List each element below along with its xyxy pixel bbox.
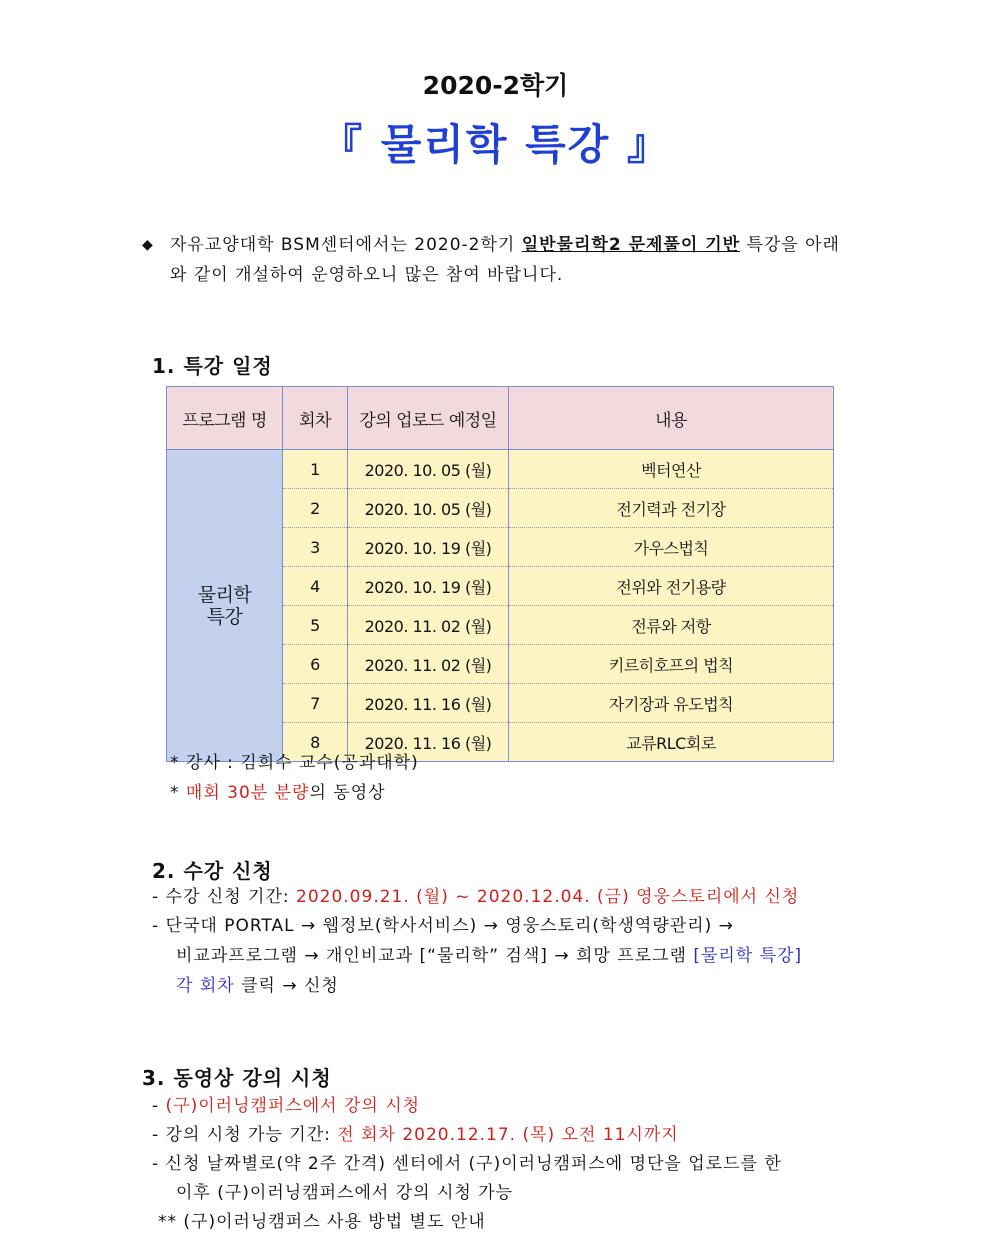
content-cell: 전기력과 전기장 — [509, 489, 834, 528]
video-item2 — [152, 1121, 679, 1150]
section2-heading: 2. 수강 신청 — [152, 859, 273, 883]
session-cell: 5 — [283, 606, 348, 645]
path-line3-rest: 클릭 → 신청 — [234, 976, 339, 996]
intro-text-before: 자유교양대학 BSM센터에서는 2020-2학기 — [170, 235, 522, 255]
video-note-star: * — [170, 783, 186, 803]
item1-dash: - — [152, 1096, 166, 1116]
video-note-red: 매회 30분 분량 — [185, 783, 310, 803]
video-item3-line1: - 신청 날짜별로(약 2주 간격) 센터에서 (구)이러닝캠퍼스에 명단을 업로드를 한 — [152, 1154, 782, 1174]
content-cell: 전류와 저항 — [509, 606, 834, 645]
video-note-rest: 의 동영상 — [309, 783, 386, 803]
page-title: 『 물리학 특강 』 — [320, 120, 671, 169]
upload-date-cell: 2020. 11. 02 (월) — [348, 606, 509, 645]
content-cell: 키르히호프의 법칙 — [509, 645, 834, 684]
item1-red: (구)이러닝캠퍼스에서 강의 시청 — [165, 1096, 421, 1116]
col-header-date: 강의 업로드 예정일 — [348, 387, 509, 450]
registration-period — [152, 883, 799, 912]
schedule-table — [166, 386, 834, 762]
intro-text — [170, 230, 850, 290]
upload-date-cell: 2020. 11. 02 (월) — [348, 645, 509, 684]
intro-underlined-course: 일반물리학2 문제풀이 기반 — [521, 235, 741, 255]
col-header-program: 프로그램 명 — [167, 387, 283, 450]
col-header-session: 회차 — [283, 387, 348, 450]
session-cell: 3 — [283, 528, 348, 567]
registration-path-line2 — [176, 942, 802, 971]
session-cell: 1 — [283, 450, 348, 489]
path-line2-text: 비교과프로그램 → 개인비교과 [“물리학” 검색] → 희망 프로그램 — [176, 946, 694, 966]
content-cell: 벡터연산 — [509, 450, 834, 489]
registration-path-line1: - 단국대 PORTAL → 웹정보(학사서비스) → 영웅스토리(학생역량관리) → — [152, 916, 734, 936]
path-line3-blue: 각 회차 — [176, 976, 235, 996]
content-cell: 자기장과 유도법칙 — [509, 684, 834, 723]
upload-date-cell: 2020. 11. 16 (월) — [348, 684, 509, 723]
item2-red: 전 회차 2020.12.17. (목) 오전 11시까지 — [337, 1125, 679, 1145]
col-header-content: 내용 — [509, 387, 834, 450]
instructor-note: * 강사 : 김희수 교수(공과대학) — [170, 753, 419, 773]
session-cell: 4 — [283, 567, 348, 606]
period-value: 2020.09.21. (월) ~ 2020.12.04. (금) 영웅스토리에서 신청 — [296, 887, 800, 907]
video-length-note — [170, 778, 386, 803]
upload-date-cell: 2020. 10. 05 (월) — [348, 489, 509, 528]
upload-date-cell: 2020. 10. 19 (월) — [348, 567, 509, 606]
session-cell: 7 — [283, 684, 348, 723]
section1-heading: 1. 특강 일정 — [152, 354, 273, 378]
session-cell: 6 — [283, 645, 348, 684]
section3-heading: 3. 동영상 강의 시청 — [142, 1066, 332, 1090]
content-cell: 가우스법칙 — [509, 528, 834, 567]
elearning-footnote: ** (구)이러닝캠퍼스 사용 방법 별도 안내 — [158, 1212, 486, 1232]
registration-path-line3 — [176, 972, 339, 1001]
intro-text-after: 특강을 아래와 같이 개설하여 운영하오니 많은 참여 바랍니다. — [170, 235, 840, 285]
session-cell: 2 — [283, 489, 348, 528]
upload-date-cell: 2020. 11. 16 (월) — [348, 723, 509, 762]
period-label: - 수강 신청 기간: — [152, 887, 297, 907]
table-header-row — [167, 387, 834, 450]
upload-date-cell: 2020. 10. 19 (월) — [348, 528, 509, 567]
upload-date-cell: 2020. 10. 05 (월) — [348, 450, 509, 489]
content-cell: 전위와 전기용량 — [509, 567, 834, 606]
table-row — [167, 450, 834, 489]
content-cell: 교류RLC회로 — [509, 723, 834, 762]
program-name-cell: 물리학 특강 — [167, 450, 283, 762]
item2-label: - 강의 시청 가능 기간: — [152, 1125, 338, 1145]
video-item1 — [152, 1092, 420, 1121]
diamond-bullet-icon: ◆ — [142, 237, 154, 253]
path-line2-blue: [물리학 특강] — [693, 946, 803, 966]
semester-label: 2020-2학기 — [422, 71, 569, 100]
session-cell: 8 — [283, 723, 348, 762]
video-item3-line2: 이후 (구)이러닝캠퍼스에서 강의 시청 가능 — [176, 1183, 514, 1203]
